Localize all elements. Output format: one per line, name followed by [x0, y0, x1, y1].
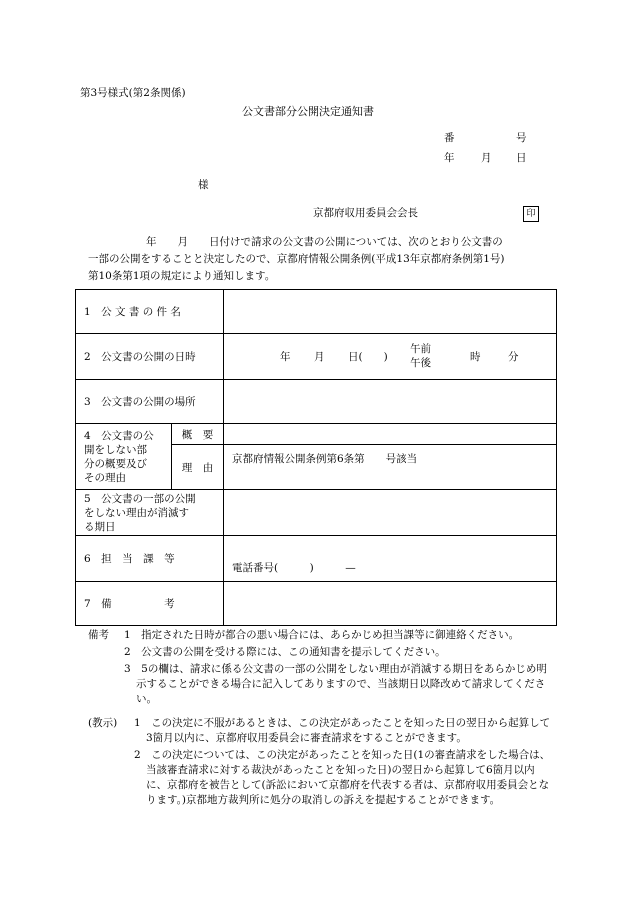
datetime-year: 年 — [280, 350, 291, 363]
instruction-2: 2 この決定については、この決定があったことを知った日(1の審査請求をした場合は、当該審査請求に対する裁決があったことを知った日)の翌日から起算して6箇月以内に、京都府を被告として(訴訟において京都府を代表する者は、京都府収用委員会となります。)京都地方裁判所に処分の取消しの訴えを提起することができます。 — [134, 749, 551, 806]
disclosure-datetime-label: 2 公文書の公開の日時 — [76, 334, 224, 380]
table-row — [76, 582, 557, 626]
datetime-am: 午前 — [410, 342, 431, 355]
disclosure-place-label: 3 公文書の公開の場所 — [76, 380, 224, 424]
non-disclosure-label-line: 分の概要及び — [84, 457, 147, 470]
number-label: 番 — [444, 132, 455, 144]
non-disclosure-label-line: 開をしない部 — [84, 443, 147, 456]
form-number: 第3号様式(第2条関係) — [80, 87, 186, 99]
expiry-date-label-line: をしない理由が消滅す — [84, 506, 189, 519]
datetime-hour: 時 — [470, 350, 481, 363]
datetime-month: 月 — [314, 350, 325, 363]
notes-heading: 備考 — [88, 629, 109, 641]
body-line-2: 一部の公開をすることと決定したので、京都府情報公開条例(平成13年京都府条例第1号) — [88, 253, 505, 265]
instruction-heading: (教示) — [88, 717, 118, 729]
body-line-3: 第10条第1項の規定により通知します。 — [88, 270, 276, 282]
addressee-suffix: 様 — [198, 179, 209, 191]
instruction-items — [134, 716, 554, 808]
subject-field[interactable] — [224, 290, 557, 334]
non-disclosure-label — [76, 424, 172, 490]
expiry-date-label-line: 5 公文書の一部の公開 — [84, 492, 196, 505]
non-disclosure-label-line: 4 公文書の公 — [84, 429, 154, 442]
date-day-label: 日 — [516, 152, 527, 164]
sender-name: 京都府収用委員会会長 — [313, 207, 418, 219]
table-row — [76, 490, 557, 536]
table-row — [76, 334, 557, 380]
department-field[interactable] — [224, 536, 557, 582]
disclosure-place-field[interactable] — [224, 380, 557, 424]
expiry-date-label — [76, 490, 224, 536]
table-row — [76, 380, 557, 424]
table-row — [76, 536, 557, 582]
subject-label: 1 公 文 書 の 件 名 — [76, 290, 224, 334]
phone-number-text: 電話番号( ) — — [232, 562, 356, 574]
datetime-day: 日( ) — [348, 350, 388, 363]
reason-sublabel: 理 由 — [172, 445, 224, 490]
summary-field[interactable] — [224, 424, 557, 445]
non-disclosure-label-line: その理由 — [84, 471, 126, 484]
datetime-pm: 午後 — [410, 356, 431, 369]
expiry-date-label-line: る期日 — [84, 520, 116, 533]
date-month-label: 月 — [481, 152, 492, 164]
number-suffix: 号 — [516, 132, 527, 144]
notes-item — [124, 628, 556, 707]
department-label: 6 担 当 課 等 — [76, 536, 224, 582]
datetime-minute: 分 — [508, 350, 519, 363]
summary-sublabel: 概 要 — [172, 424, 224, 445]
remarks-label: 7 備 考 — [76, 582, 224, 626]
instruction-1: 1 この決定に不服があるときは、この決定があったことを知った日の翌日から起算して3箇月以内に、京都府収用委員会に審査請求をすることができます。 — [134, 717, 551, 744]
expiry-date-field[interactable] — [224, 490, 557, 536]
disclosure-datetime-field[interactable] — [224, 334, 557, 380]
note-1: 1 指定された日時が都合の悪い場合には、あらかじめ担当課等に御連絡ください。 — [124, 629, 520, 641]
note-2: 2 公文書の公開を受ける際には、この通知書を提示してください。 — [124, 646, 446, 658]
date-year-label: 年 — [444, 152, 455, 164]
notification-form-table — [75, 289, 557, 626]
reason-field[interactable] — [224, 445, 557, 490]
note-3: 3 5の欄は、請求に係る公文書の一部の公開をしない理由が消滅する期日をあらかじめ明示することができる場合に記入してありますので、当該期日以降改めて請求してください。 — [124, 663, 547, 705]
document-title: 公文書部分公開決定通知書 — [242, 105, 374, 118]
table-row — [76, 424, 557, 445]
reason-ordinance-text: 京都府情報公開条例第6条第 号該当 — [232, 453, 418, 465]
seal-box: 印 — [523, 206, 539, 222]
body-line-1: 年 月 日付けで請求の公文書の公開については、次のとおり公文書の — [146, 236, 503, 248]
table-row — [76, 290, 557, 334]
remarks-field[interactable] — [224, 582, 557, 626]
